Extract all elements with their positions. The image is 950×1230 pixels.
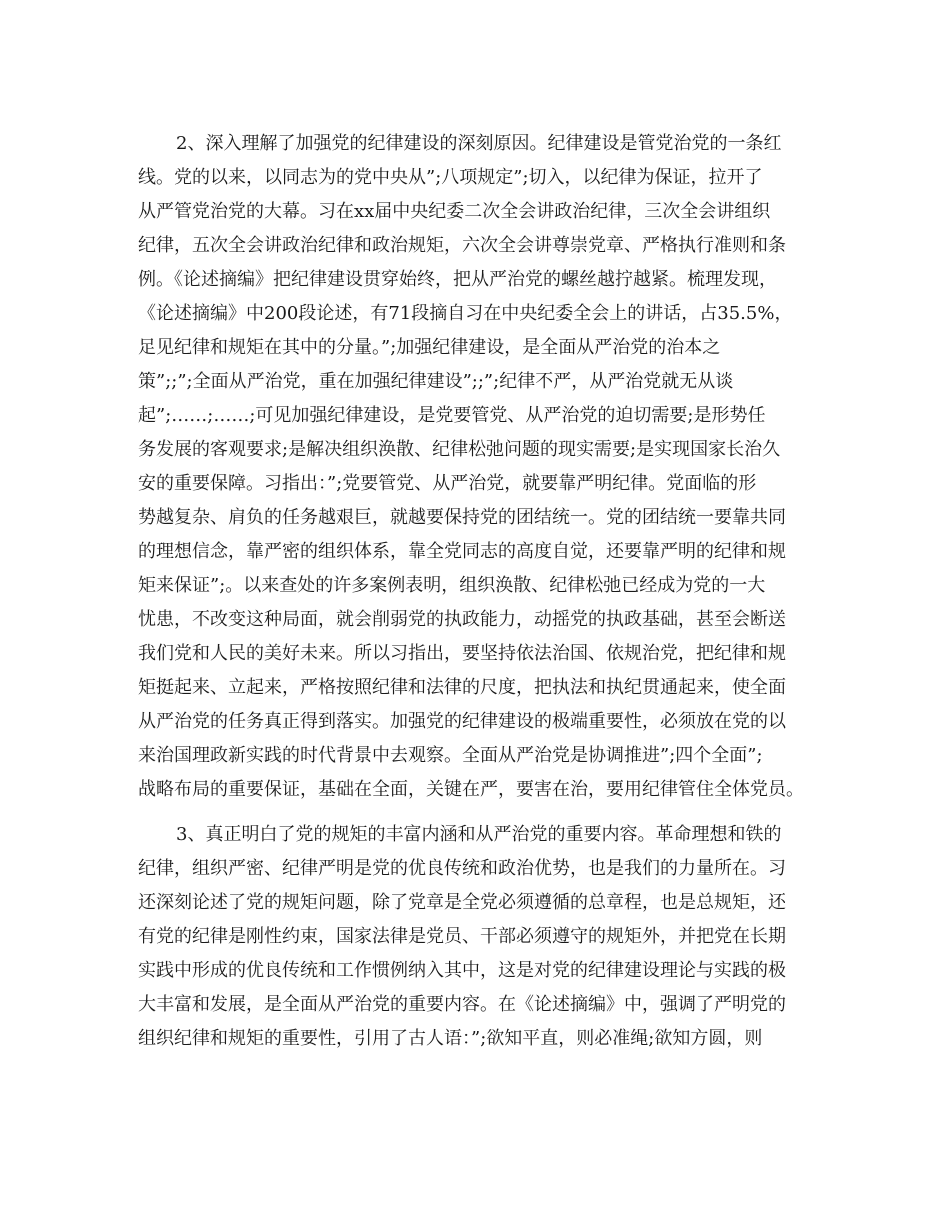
- paragraph-2-line-20: 战略布局的重要保证，基础在全面，关键在严，要害在治，要用纪律管住全体党员。: [138, 779, 804, 800]
- paragraph-2-line-7: 足见纪律和规矩在其中的分量。”;加强纪律建设，是全面从严治党的治本之: [138, 337, 721, 358]
- paragraph-2-line-5: 例。《论述摘编》把纪律建设贯穿始终，把从严治党的螺丝越拧越紧。梳理发现，: [138, 269, 777, 290]
- paragraph-2-line-18: 从严治党的任务真正得到落实。加强党的纪律建设的极端重要性，必须放在党的以: [138, 711, 786, 732]
- paragraph-3-line-5: 实践中形成的优良传统和工作惯例纳入其中，这是对党的纪律建设理论与实践的极: [138, 960, 786, 981]
- paragraph-3-line-7: 组织纪律和规矩的重要性，引用了古人语：”;欲知平直，则必准绳;欲知方圆，则: [138, 1028, 763, 1049]
- paragraph-3-line-2: 纪律，组织严密、纪律严明是党的优良传统和政治优势，也是我们的力量所在。习: [138, 858, 786, 879]
- paragraph-2-line-15: 忧患，不改变这种局面，就会削弱党的执政能力，动摇党的执政基础，甚至会断送: [138, 609, 786, 630]
- paragraph-2-line-8: 策”;;”;全面从严治党，重在加强纪律建设”;;”;纪律不严，从严治党就无从谈: [138, 371, 734, 392]
- paragraph-2-line-9: 起”;……;……;可见加强纪律建设，是党要管党、从严治党的迫切需要;是形势任: [138, 405, 766, 426]
- paragraph-2-line-10: 务发展的客观要求;是解决组织涣散、纪律松弛问题的现实需要;是实现国家长治久: [138, 439, 781, 460]
- paragraph-2-line-13: 的理想信念，靠严密的组织体系，靠全党同志的高度自觉，还要靠严明的纪律和规: [138, 541, 786, 562]
- paragraph-2-line-4: 纪律，五次全会讲政治纪律和政治规矩，六次全会讲尊崇党章、严格执行准则和条: [138, 235, 786, 256]
- paragraph-3-line-4: 有党的纪律是刚性约束，国家法律是党员、干部必须遵守的规矩外，并把党在长期: [138, 926, 786, 947]
- paragraph-2-line-11: 安的重要保障。习指出：”;党要管党、从严治党，就要靠严明纪律。党面临的形: [138, 473, 757, 494]
- paragraph-2-line-14: 矩来保证”;。以来查处的许多案例表明，组织涣散、纪律松弛已经成为党的一大: [138, 575, 766, 596]
- paragraph-2-line-19: 来治国理政新实践的时代背景中去观察。全面从严治党是协调推进”;四个全面”;: [138, 745, 763, 766]
- paragraph-2-line-12: 势越复杂、肩负的任务越艰巨，就越要保持党的团结统一。党的团结统一要靠共同: [138, 507, 786, 528]
- paragraph-2-line-16: 我们党和人民的美好未来。所以习指出，要坚持依法治国、依规治党，把纪律和规: [138, 643, 786, 664]
- paragraph-2-line-17: 矩挺起来、立起来，严格按照纪律和法律的尺度，把执法和执纪贯通起来，使全面: [138, 677, 786, 698]
- paragraph-3-line-3: 还深刻论述了党的规矩问题，除了党章是全党必须遵循的总章程，也是总规矩，还: [138, 892, 786, 913]
- paragraph-2-line-2: 线。党的以来，以同志为的党中央从”;八项规定”;切入，以纪律为保证，拉开了: [138, 167, 763, 188]
- paragraph-2-line-3: 从严管党治党的大幕。习在xx届中央纪委二次全会讲政治纪律，三次全会讲组织: [138, 201, 771, 222]
- paragraph-3-line-1: 3、真正明白了党的规矩的丰富内涵和从严治党的重要内容。革命理想和铁的: [176, 824, 782, 845]
- paragraph-3-line-6: 大丰富和发展，是全面从严治党的重要内容。在《论述摘编》中，强调了严明党的: [138, 994, 786, 1015]
- paragraph-2-line-1: 2、深入理解了加强党的纪律建设的深刻原因。纪律建设是管党治党的一条红: [176, 133, 782, 154]
- paragraph-2-line-6: 《论述摘编》中200段论述，有71段摘自习在中央纪委全会上的讲话，占35.5%，: [138, 303, 793, 324]
